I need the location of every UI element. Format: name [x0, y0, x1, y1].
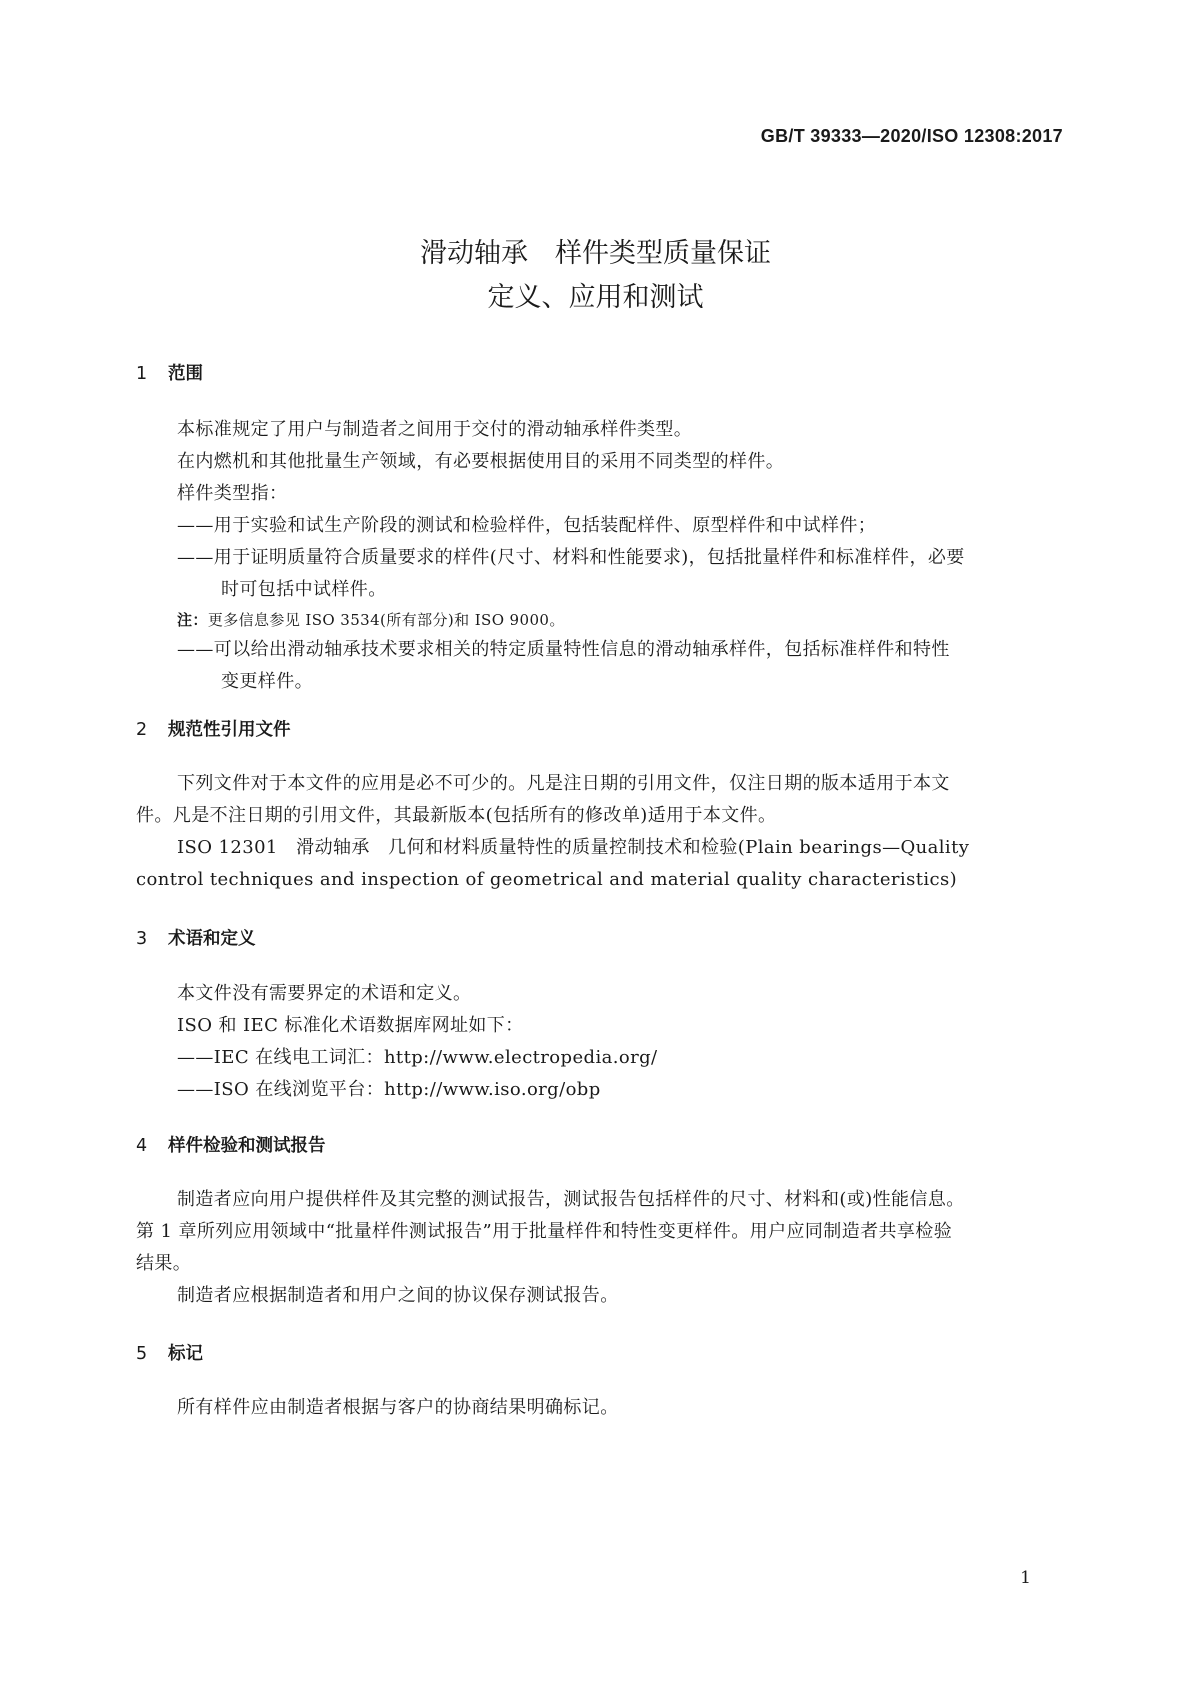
- document-title: [0, 232, 1191, 320]
- paragraph-continuation: 结果。: [136, 1253, 192, 1274]
- title-line-2: 定义、应用和测试: [487, 282, 704, 313]
- list-item-continuation: 时可包括中试样件。: [221, 579, 387, 600]
- list-item-link: ——ISO 在线浏览平台：http://www.iso.org/obp: [177, 1079, 601, 1100]
- section-heading-5: [136, 1340, 203, 1365]
- paragraph: 本文件没有需要界定的术语和定义。: [177, 983, 472, 1004]
- paragraph: ISO 和 IEC 标准化术语数据库网址如下：: [177, 1015, 524, 1036]
- section-4-body: [136, 1184, 1062, 1312]
- page-number: 1: [1020, 1568, 1031, 1588]
- list-item: ——用于实验和试生产阶段的测试和检验样件，包括装配样件、原型样件和中试样件；: [177, 515, 877, 536]
- section-2-body: [136, 768, 1062, 896]
- section-3-body: [136, 978, 1062, 1106]
- section-title: 规范性引用文件: [168, 720, 291, 740]
- section-title: 术语和定义: [168, 929, 256, 949]
- standard-code: GB/T 39333—2020/ISO 12308:2017: [760, 126, 1063, 146]
- paragraph: 在内燃机和其他批量生产领域，有必要根据使用目的采用不同类型的样件。: [177, 451, 785, 472]
- list-item-continuation: 变更样件。: [221, 671, 313, 692]
- section-number: 4: [136, 1136, 148, 1156]
- section-number: 1: [136, 364, 148, 384]
- section-heading-2: [136, 716, 291, 741]
- title-line-1: 滑动轴承 样件类型质量保证: [420, 238, 771, 269]
- paragraph-continuation: 第 1 章所列应用领域中“批量样件测试报告”用于批量样件和特性变更样件。用户应同制造者共享检验: [136, 1221, 953, 1242]
- paragraph: 本标准规定了用户与制造者之间用于交付的滑动轴承样件类型。: [177, 419, 693, 440]
- paragraph: 制造者应向用户提供样件及其完整的测试报告，测试报告包括样件的尺寸、材料和(或)性能信息。: [177, 1189, 965, 1210]
- section-heading-4: [136, 1132, 326, 1157]
- paragraph: 制造者应根据制造者和用户之间的协议保存测试报告。: [177, 1285, 619, 1306]
- list-item: ——可以给出滑动轴承技术要求相关的特定质量特性信息的滑动轴承样件，包括标准样件和特性: [177, 639, 950, 660]
- note: [136, 606, 1062, 634]
- normative-reference: ISO 12301 滑动轴承 几何和材料质量特性的质量控制技术和检验(Plain bearings—Quality: [177, 837, 970, 858]
- note-label: 注：: [177, 611, 208, 629]
- section-heading-3: [136, 925, 256, 950]
- note-text: 更多信息参见 ISO 3534(所有部分)和 ISO 9000。: [207, 611, 565, 629]
- list-item-link: ——IEC 在线电工词汇：http://www.electropedia.org/: [177, 1047, 658, 1068]
- section-heading-1: [136, 360, 203, 385]
- paragraph: 所有样件应由制造者根据与客户的协商结果明确标记。: [177, 1397, 619, 1418]
- paragraph: 下列文件对于本文件的应用是必不可少的。凡是注日期的引用文件，仅注日期的版本适用于本文: [177, 773, 950, 794]
- paragraph: 样件类型指：: [177, 483, 288, 504]
- section-title: 样件检验和测试报告: [168, 1136, 326, 1156]
- section-title: 范围: [168, 364, 203, 384]
- section-5-body: [136, 1392, 1062, 1424]
- section-number: 2: [136, 720, 148, 740]
- section-title: 标记: [168, 1344, 203, 1364]
- list-item: ——用于证明质量符合质量要求的样件(尺寸、材料和性能要求)，包括批量样件和标准样件，必要: [177, 547, 965, 568]
- paragraph-continuation: 件。凡是不注日期的引用文件，其最新版本(包括所有的修改单)适用于本文件。: [136, 805, 777, 826]
- normative-reference-continuation: control techniques and inspection of geometrical and material quality characteristics): [136, 869, 958, 890]
- section-1-body: [136, 414, 1062, 698]
- section-number: 3: [136, 929, 148, 949]
- section-number: 5: [136, 1344, 148, 1364]
